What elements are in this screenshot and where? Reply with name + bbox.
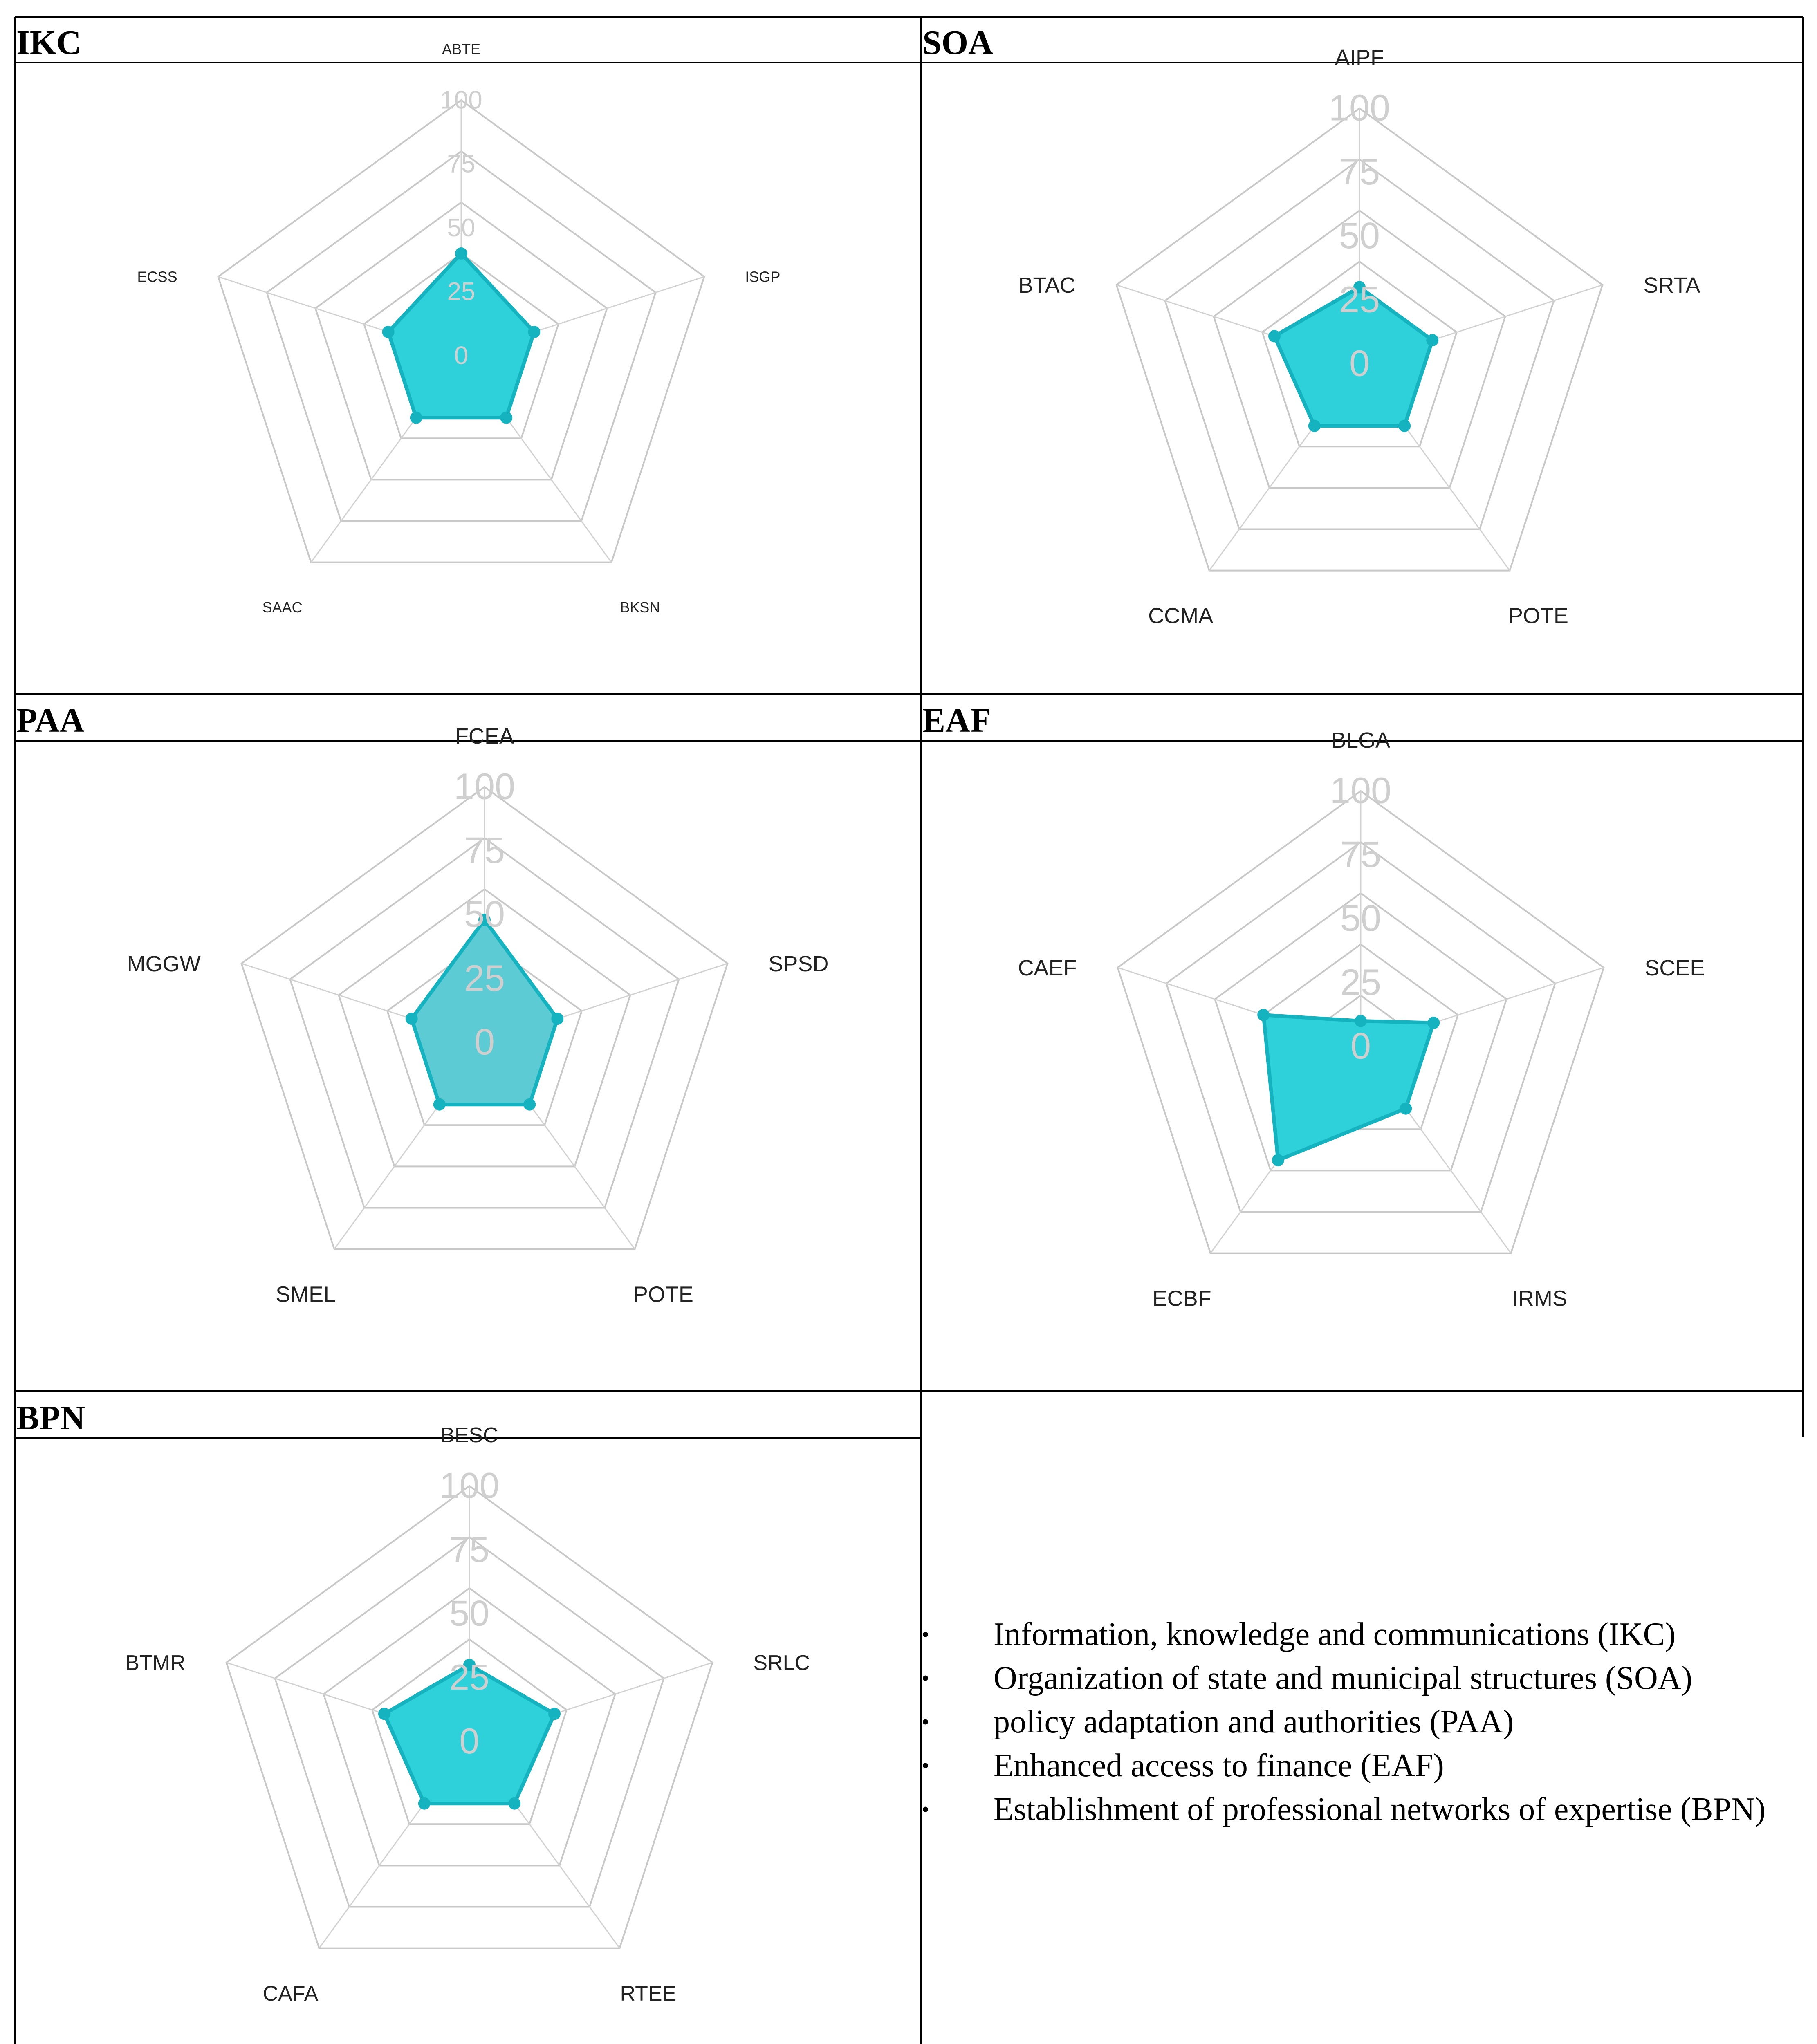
radar-data-point bbox=[410, 412, 422, 424]
radar-axis-label: BKSN bbox=[620, 599, 660, 616]
radar-axis-label: CAEF bbox=[1018, 955, 1077, 980]
legend-item bbox=[920, 1656, 1799, 1700]
radar-axis-label: BTAC bbox=[1018, 273, 1076, 298]
radar-axis-label: SRLC bbox=[753, 1651, 810, 1675]
bullet-icon: • bbox=[922, 1753, 929, 1778]
radar-axis-label: CAFA bbox=[262, 1981, 319, 2006]
radar-data-area bbox=[412, 920, 558, 1105]
radar-scale-tick-label: 100 bbox=[440, 86, 482, 114]
radar-axis-label: RTEE bbox=[620, 1981, 677, 2006]
radar-data-point bbox=[1272, 1154, 1284, 1166]
radar-axis-label: SPSD bbox=[768, 951, 829, 976]
radar-scale-tick-label: 25 bbox=[464, 958, 505, 999]
radar-data-area bbox=[1263, 1015, 1433, 1160]
radar-axis-label: BLGA bbox=[1331, 728, 1391, 753]
radar-scale-tick-label: 100 bbox=[1330, 770, 1392, 811]
radar-data-point bbox=[528, 326, 540, 338]
radar-scale-tick-label: 0 bbox=[474, 1022, 495, 1063]
radar-data-point bbox=[1427, 1017, 1440, 1029]
legend-item bbox=[920, 1744, 1799, 1788]
radar-axis-label: AIPF bbox=[1335, 45, 1384, 70]
radar-scale-tick-label: 100 bbox=[439, 1465, 500, 1506]
radar-scale-tick-label: 100 bbox=[453, 766, 516, 807]
radar-axis-label: SCEE bbox=[1644, 955, 1705, 980]
radar-data-point bbox=[378, 1708, 390, 1720]
bullet-icon: • bbox=[922, 1710, 929, 1734]
radar-scale-tick-label: 25 bbox=[1340, 962, 1382, 1003]
legend-item-text: Enhanced access to finance (EAF) bbox=[994, 1748, 1444, 1784]
legend-item bbox=[920, 1700, 1799, 1744]
panel-title: IKC bbox=[16, 24, 81, 62]
radar-scale-tick-label: 25 bbox=[1339, 279, 1380, 320]
radar-chart bbox=[1018, 45, 1700, 628]
radar-axis-label: BESC bbox=[440, 1423, 498, 1448]
legend-item-text: policy adaptation and authorities (PAA) bbox=[994, 1704, 1514, 1740]
radar-scale-tick-label: 75 bbox=[1339, 151, 1380, 193]
radar-scale-tick-label: 75 bbox=[449, 1529, 489, 1570]
radar-scale-tick-label: 50 bbox=[1339, 215, 1380, 257]
panel-title: PAA bbox=[16, 702, 85, 740]
radar-scale-tick-label: 50 bbox=[447, 214, 476, 242]
radar-axis-label: ABTE bbox=[442, 40, 481, 58]
bullet-icon: • bbox=[922, 1797, 929, 1822]
radar-axis-label: POTE bbox=[1508, 603, 1568, 628]
legend-item bbox=[920, 1613, 1799, 1656]
radar-scale-tick-label: 0 bbox=[1350, 1026, 1371, 1067]
legend-item-text: Organization of state and municipal structures (SOA) bbox=[994, 1660, 1693, 1696]
radar-data-point bbox=[455, 247, 467, 260]
radar-scale-tick-label: 0 bbox=[454, 341, 469, 370]
radar-axis-label: BTMR bbox=[125, 1651, 186, 1675]
radar-data-point bbox=[418, 1797, 431, 1810]
radar-data-point bbox=[1400, 1103, 1412, 1115]
radar-scale-tick-label: 75 bbox=[447, 150, 476, 178]
radar-scale-tick-label: 100 bbox=[1328, 87, 1391, 129]
radar-axis-label: FCEA bbox=[455, 724, 514, 749]
radar-scale-tick-label: 75 bbox=[1340, 834, 1382, 875]
radar-data-point bbox=[548, 1708, 561, 1720]
legend-item-text: Establishment of professional networks of expertise (BPN) bbox=[994, 1791, 1766, 1827]
radar-data-point bbox=[406, 1013, 418, 1025]
radar-data-point bbox=[508, 1797, 520, 1810]
radar-data-point bbox=[1308, 420, 1321, 432]
radar-axis-label: POTE bbox=[633, 1282, 693, 1307]
radar-scale-tick-label: 50 bbox=[449, 1593, 489, 1634]
radar-data-point bbox=[1398, 420, 1411, 432]
radar-scale-tick-label: 50 bbox=[464, 894, 505, 935]
radar-data-point bbox=[1268, 330, 1281, 342]
radar-axis-label: SMEL bbox=[276, 1282, 336, 1307]
radar-scale-tick-label: 50 bbox=[1340, 898, 1382, 939]
radar-data-point bbox=[1355, 1015, 1367, 1027]
radar-axis-label: ECBF bbox=[1152, 1286, 1211, 1311]
radar-data-point bbox=[1426, 334, 1438, 346]
radar-data-point bbox=[500, 412, 512, 424]
abbreviation-legend bbox=[920, 1613, 1799, 1831]
radar-chart bbox=[1018, 728, 1705, 1311]
radar-chart bbox=[127, 724, 829, 1307]
radar-chart bbox=[137, 41, 781, 616]
radar-data-point bbox=[433, 1098, 446, 1111]
radar-data-point bbox=[523, 1098, 536, 1111]
panel-title: EAF bbox=[922, 702, 991, 740]
panel-title: SOA bbox=[922, 24, 993, 62]
radar-axis-label: SRTA bbox=[1643, 273, 1700, 298]
radar-axis-label: SAAC bbox=[262, 599, 303, 616]
radar-scale-tick-label: 25 bbox=[447, 278, 476, 306]
radar-scale-tick-label: 0 bbox=[1349, 343, 1370, 384]
legend-item-text: Information, knowledge and communications (IKC) bbox=[994, 1616, 1676, 1652]
radar-axis-label: CCMA bbox=[1148, 603, 1214, 628]
radar-axis-label: ECSS bbox=[137, 268, 177, 285]
radar-data-point bbox=[1257, 1009, 1270, 1021]
radar-data-point bbox=[382, 326, 395, 338]
radar-data-point bbox=[551, 1013, 563, 1025]
radar-axis-label: MGGW bbox=[127, 951, 201, 976]
radar-scale-tick-label: 25 bbox=[449, 1656, 489, 1697]
radar-scale-tick-label: 75 bbox=[464, 830, 505, 871]
radar-axis-label: ISGP bbox=[745, 268, 781, 285]
radar-chart bbox=[125, 1423, 810, 2006]
bullet-icon: • bbox=[922, 1622, 929, 1647]
panel-title: BPN bbox=[16, 1399, 85, 1437]
bullet-icon: • bbox=[922, 1666, 929, 1690]
radar-axis-label: IRMS bbox=[1512, 1286, 1567, 1311]
legend-item bbox=[920, 1788, 1799, 1831]
radar-scale-tick-label: 0 bbox=[459, 1721, 480, 1761]
